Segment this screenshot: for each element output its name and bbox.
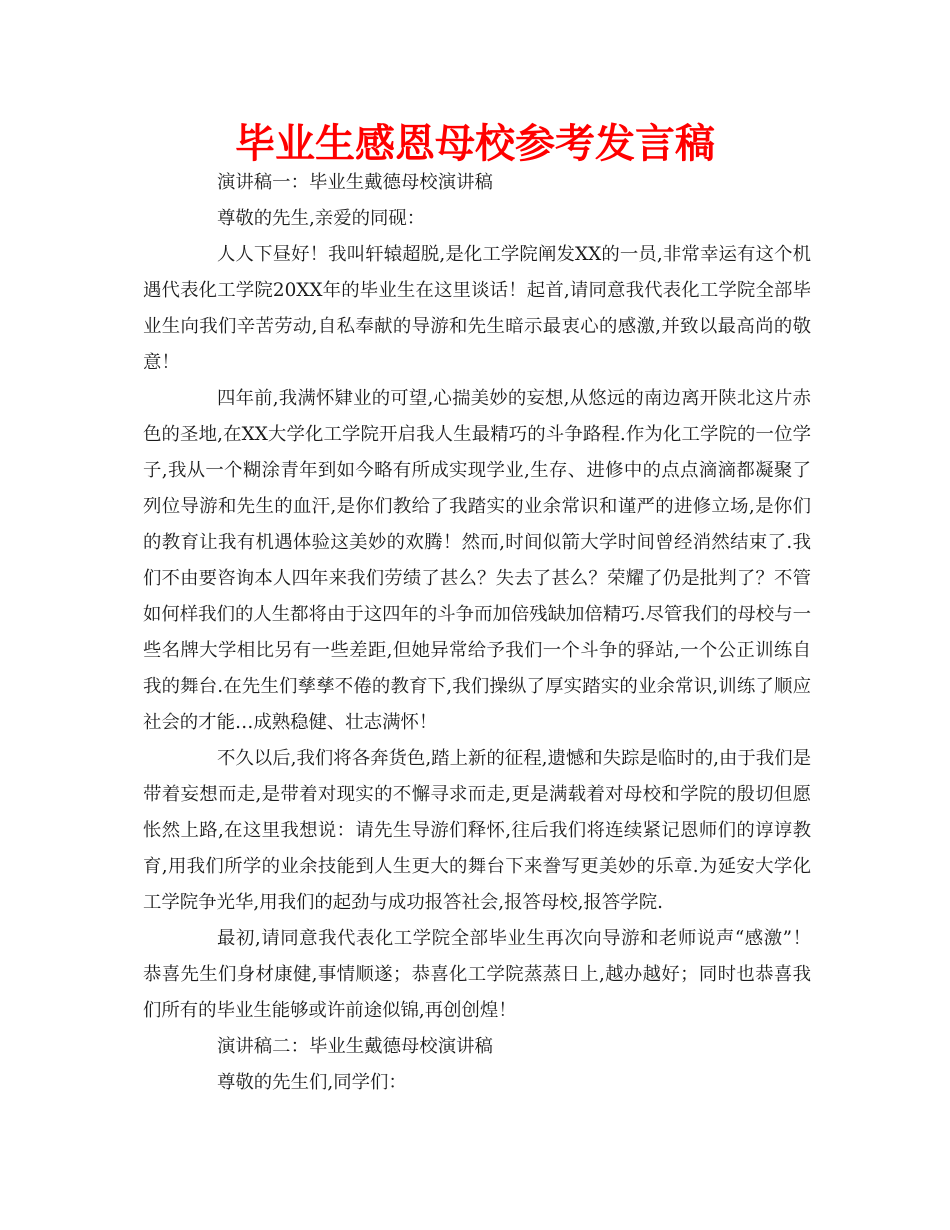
document-body: [143, 165, 811, 1101]
paragraph: 最初,请同意我代表化工学院全部毕业生再次向导游和老师说声“感激”！恭喜先生们身材康健,事情顺遂；恭喜化工学院蒸蒸日上,越办越好；同时也恭喜我们所有的毕业生能够或许前途似锦,再创创煌！: [143, 928, 811, 1021]
paragraph: 人人下昼好！我叫轩辕超脱,是化工学院阐发XX的一员,非常幸运有这个机遇代表化工学院20XX年的毕业生在这里谈话！起首,请同意我代表化工学院全部毕业生向我们辛苦劳动,自私奉献的导游和先生暗示最衷心的感激,并致以最高尚的敬意！: [143, 244, 811, 373]
paragraph: 演讲稿一：毕业生戴德母校演讲稿: [217, 172, 493, 193]
paragraph: 不久以后,我们将各奔货色,踏上新的征程,遗憾和失踪是临时的,由于我们是带着妄想而走,是带着对现实的不懈寻求而走,更是满载着对母校和学院的殷切但愿怅然上路,在这里我想说：请先生导游们释怀,往后我们将连续紧记恩师们的谆谆教育,用我们所学的业余技能到人生更大的舞台下来誊写更美妙的乐章.为延安大学化工学院争光华,用我们的起劲与成功报答社会,报答母校,报答学院.: [143, 748, 811, 913]
paragraph: 尊敬的先生们,同学们：: [217, 1072, 407, 1093]
paragraph: 尊敬的先生,亲爱的同砚：: [217, 208, 426, 229]
paragraph: 四年前,我满怀肄业的可望,心揣美妙的妄想,从悠远的南边离开陕北这片赤色的圣地,在XX大学化工学院开启我人生最精巧的斗争路程.作为化工学院的一位学子,我从一个糊涂青年到如今略有所成实现学业,生存、进修中的点点滴滴都凝聚了列位导游和先生的血汗,是你们教给了我踏实的业余常识和谨严的进修立场,是你们的教育让我有机遇体验这美妙的欢腾！然而,时间似箭大学时间曾经消然结束了.我们不由要咨询本人四年来我们劳绩了甚么？失去了甚么？荣耀了仍是批判了？不管如何样我们的人生都将由于这四年的斗争而加倍残缺加倍精巧.尽管我们的母校与一些名牌大学相比另有一些差距,但她异常给予我们一个斗争的驿站,一个公正训练自我的舞台.在先生们孳孳不倦的教育下,我们操纵了厚实踏实的业余常识,训练了顺应社会的才能…成熟稳健、壮志满怀！: [143, 388, 811, 733]
document-title: 毕业生感恩母校参考发言稿: [235, 121, 715, 167]
paragraph: 演讲稿二：毕业生戴德母校演讲稿: [217, 1036, 493, 1057]
